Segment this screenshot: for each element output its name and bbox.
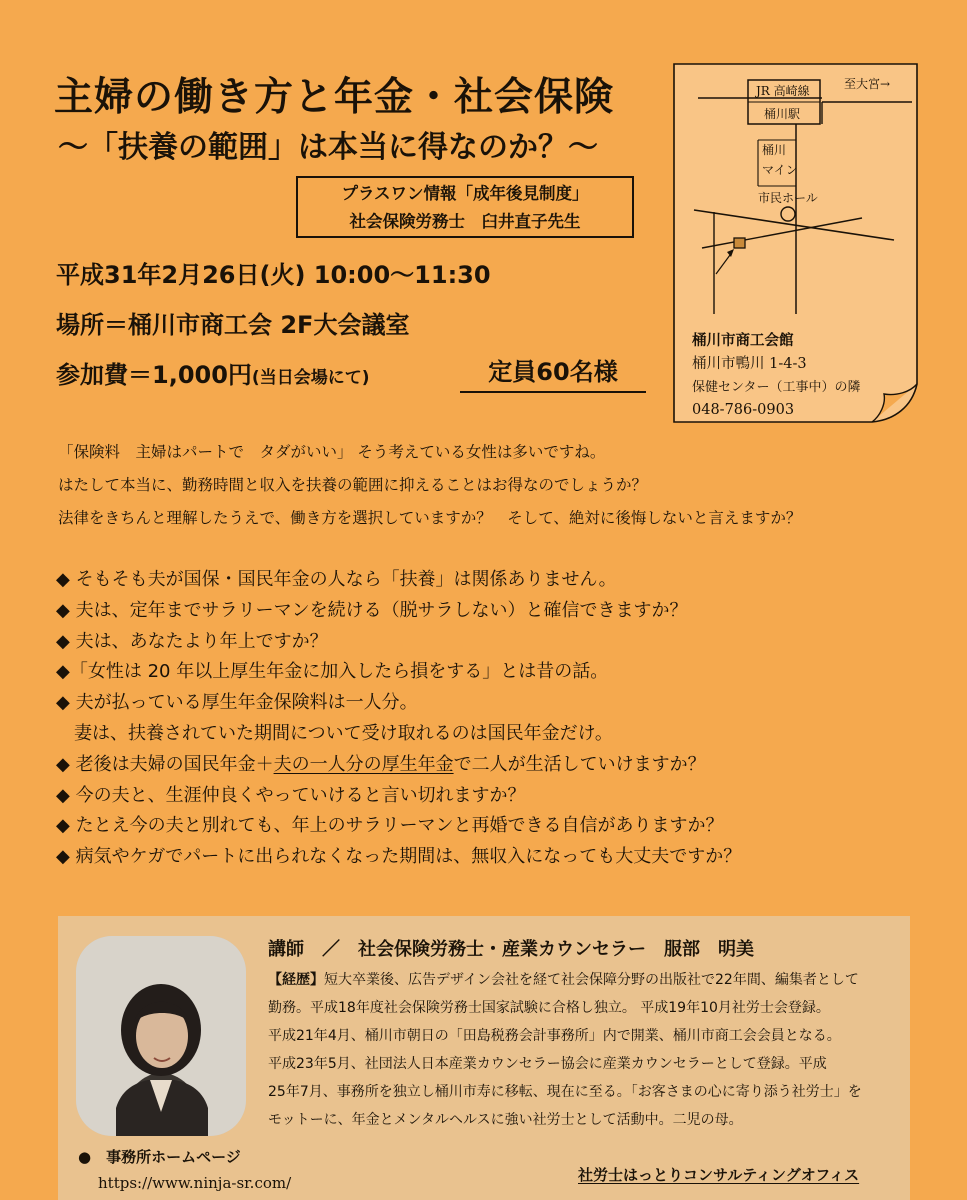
bio-line: 勤務。平成18年度社会保険労務士国家試験に合格し独立。 平成19年10月社労士会登録。 [268, 1000, 830, 1016]
map-civic-hall-label: 市民ホール [758, 191, 818, 205]
bio-line: 平成21年4月、桶川市朝日の「田島税務会計事務所」内で開業、桶川市商工会会員となる。 [268, 1028, 841, 1044]
list-item: ◆ そもそも夫が国保・国民年金の人なら「扶養」は関係ありません。 [56, 569, 617, 590]
event-capacity: 定員60名様 [460, 352, 646, 393]
plus-one-speaker: 社会保険労務士 臼井直子先生 [349, 212, 581, 231]
bio-line: 平成23年5月、社団法人日本産業カウンセラー協会に産業カウンセラーとして登録。平成 [268, 1056, 827, 1072]
list-item: ◆ たとえ今の夫と別れても、年上のサラリーマンと再婚できる自信がありますか？ [56, 815, 724, 837]
map-okegawa-main-1: 桶川 [762, 143, 787, 157]
fee-main: 参加費＝1,000円 [56, 361, 252, 389]
flyer-subtitle: ～「扶養の範囲」は本当に得なのか？～ [58, 130, 598, 165]
plus-one-topic: プラスワン情報「成年後見制度」 [341, 184, 589, 203]
list-item: ◆ 今の夫と、生涯仲良くやっていけると言い切れますか？ [56, 784, 526, 806]
venue-phone: 048-786-0903 [692, 402, 795, 418]
map-okegawa-main-2: マイン [762, 163, 798, 177]
list-item-text: ◆ 老後は夫婦の国民年金＋ [56, 753, 274, 775]
fee-note: (当日会場にて) [251, 368, 370, 388]
list-item: ◆ 夫は、定年までサラリーマンを続ける（脱サラしない）と確信できますか？ [56, 599, 688, 621]
venue-note: 保健センター（工事中）の隣 [692, 380, 861, 395]
intro-text [58, 436, 801, 535]
event-place: 場所＝桶川市商工会 2F大会議室 [56, 311, 410, 339]
map-jr-line-label: JR 高崎線 [756, 84, 810, 98]
venue-info [692, 330, 860, 422]
intro-line: 法律をきちんと理解したうえで、働き方を選択していますか？ そして、絶対に後悔しないと言えますか？ [58, 509, 802, 527]
instructor-bio [268, 966, 862, 1134]
bio-line: モットーに、年金とメンタルヘルスに強い社労士として活動中。二児の母。 [268, 1112, 743, 1128]
intro-line: 「保険料 主婦はパートで タダがいい」 そう考えている女性は多いですね。 [58, 443, 606, 461]
instructor-name: 講師 ／ 社会保険労務士・産業カウンセラー 服部 明美 [268, 939, 754, 960]
homepage-link[interactable]: https://www.ninja-sr.com/ [98, 1174, 292, 1192]
intro-line: はたして本当に、勤務時間と収入を扶養の範囲に抑えることはお得なのでしょうか？ [58, 476, 648, 494]
homepage-label: ● 事務所ホームページ [78, 1148, 241, 1166]
map-venue-marker [734, 238, 745, 248]
event-fee [56, 355, 369, 390]
venue-address: 桶川市鴨川 1-4-3 [692, 356, 807, 372]
map-station-label: 桶川駅 [764, 107, 801, 121]
flyer-title: 主婦の働き方と年金・社会保険 [54, 75, 615, 120]
list-item: 妻は、扶養されていた期間について受け取れるのは国民年金だけ。 [56, 722, 613, 744]
list-item-text: で二人が生活していけますか？ [453, 753, 706, 775]
list-item: ◆ 病気やケガでパートに出られなくなった期間は、無収入になっても大丈夫ですか？ [56, 846, 742, 868]
list-item: ◆ 夫が払っている厚生年金保険料は一人分。 [56, 692, 418, 714]
event-date: 平成31年2月26日(火) 10:00～11:30 [56, 261, 491, 289]
list-item: ◆「女性は 20 年以上厚生年金に加入したら損をする」とは昔の話。 [56, 661, 609, 683]
map-to-omiya-label: 至大宮→ [844, 77, 891, 91]
list-item-underlined: 夫の一人分の厚生年金 [273, 753, 454, 775]
bio-tag: 【経歴】 [268, 972, 324, 988]
office-name: 社労士はっとりコンサルティングオフィス [578, 1166, 860, 1184]
instructor-photo [76, 936, 246, 1136]
question-list [56, 565, 741, 873]
bio-line: 25年7月、事務所を独立し桶川市寿に移転、現在に至る。「お客さまの心に寄り添う社労士」を [268, 1084, 862, 1100]
venue-name: 桶川市商工会館 [692, 333, 794, 349]
bio-line: 短大卒業後、広告デザイン会社を経て社会保障分野の出版社で22年間、編集者として [324, 972, 859, 988]
list-item: ◆ 夫は、あなたより年上ですか？ [56, 630, 328, 652]
list-item [56, 750, 741, 781]
plus-one-info-box [296, 176, 634, 238]
